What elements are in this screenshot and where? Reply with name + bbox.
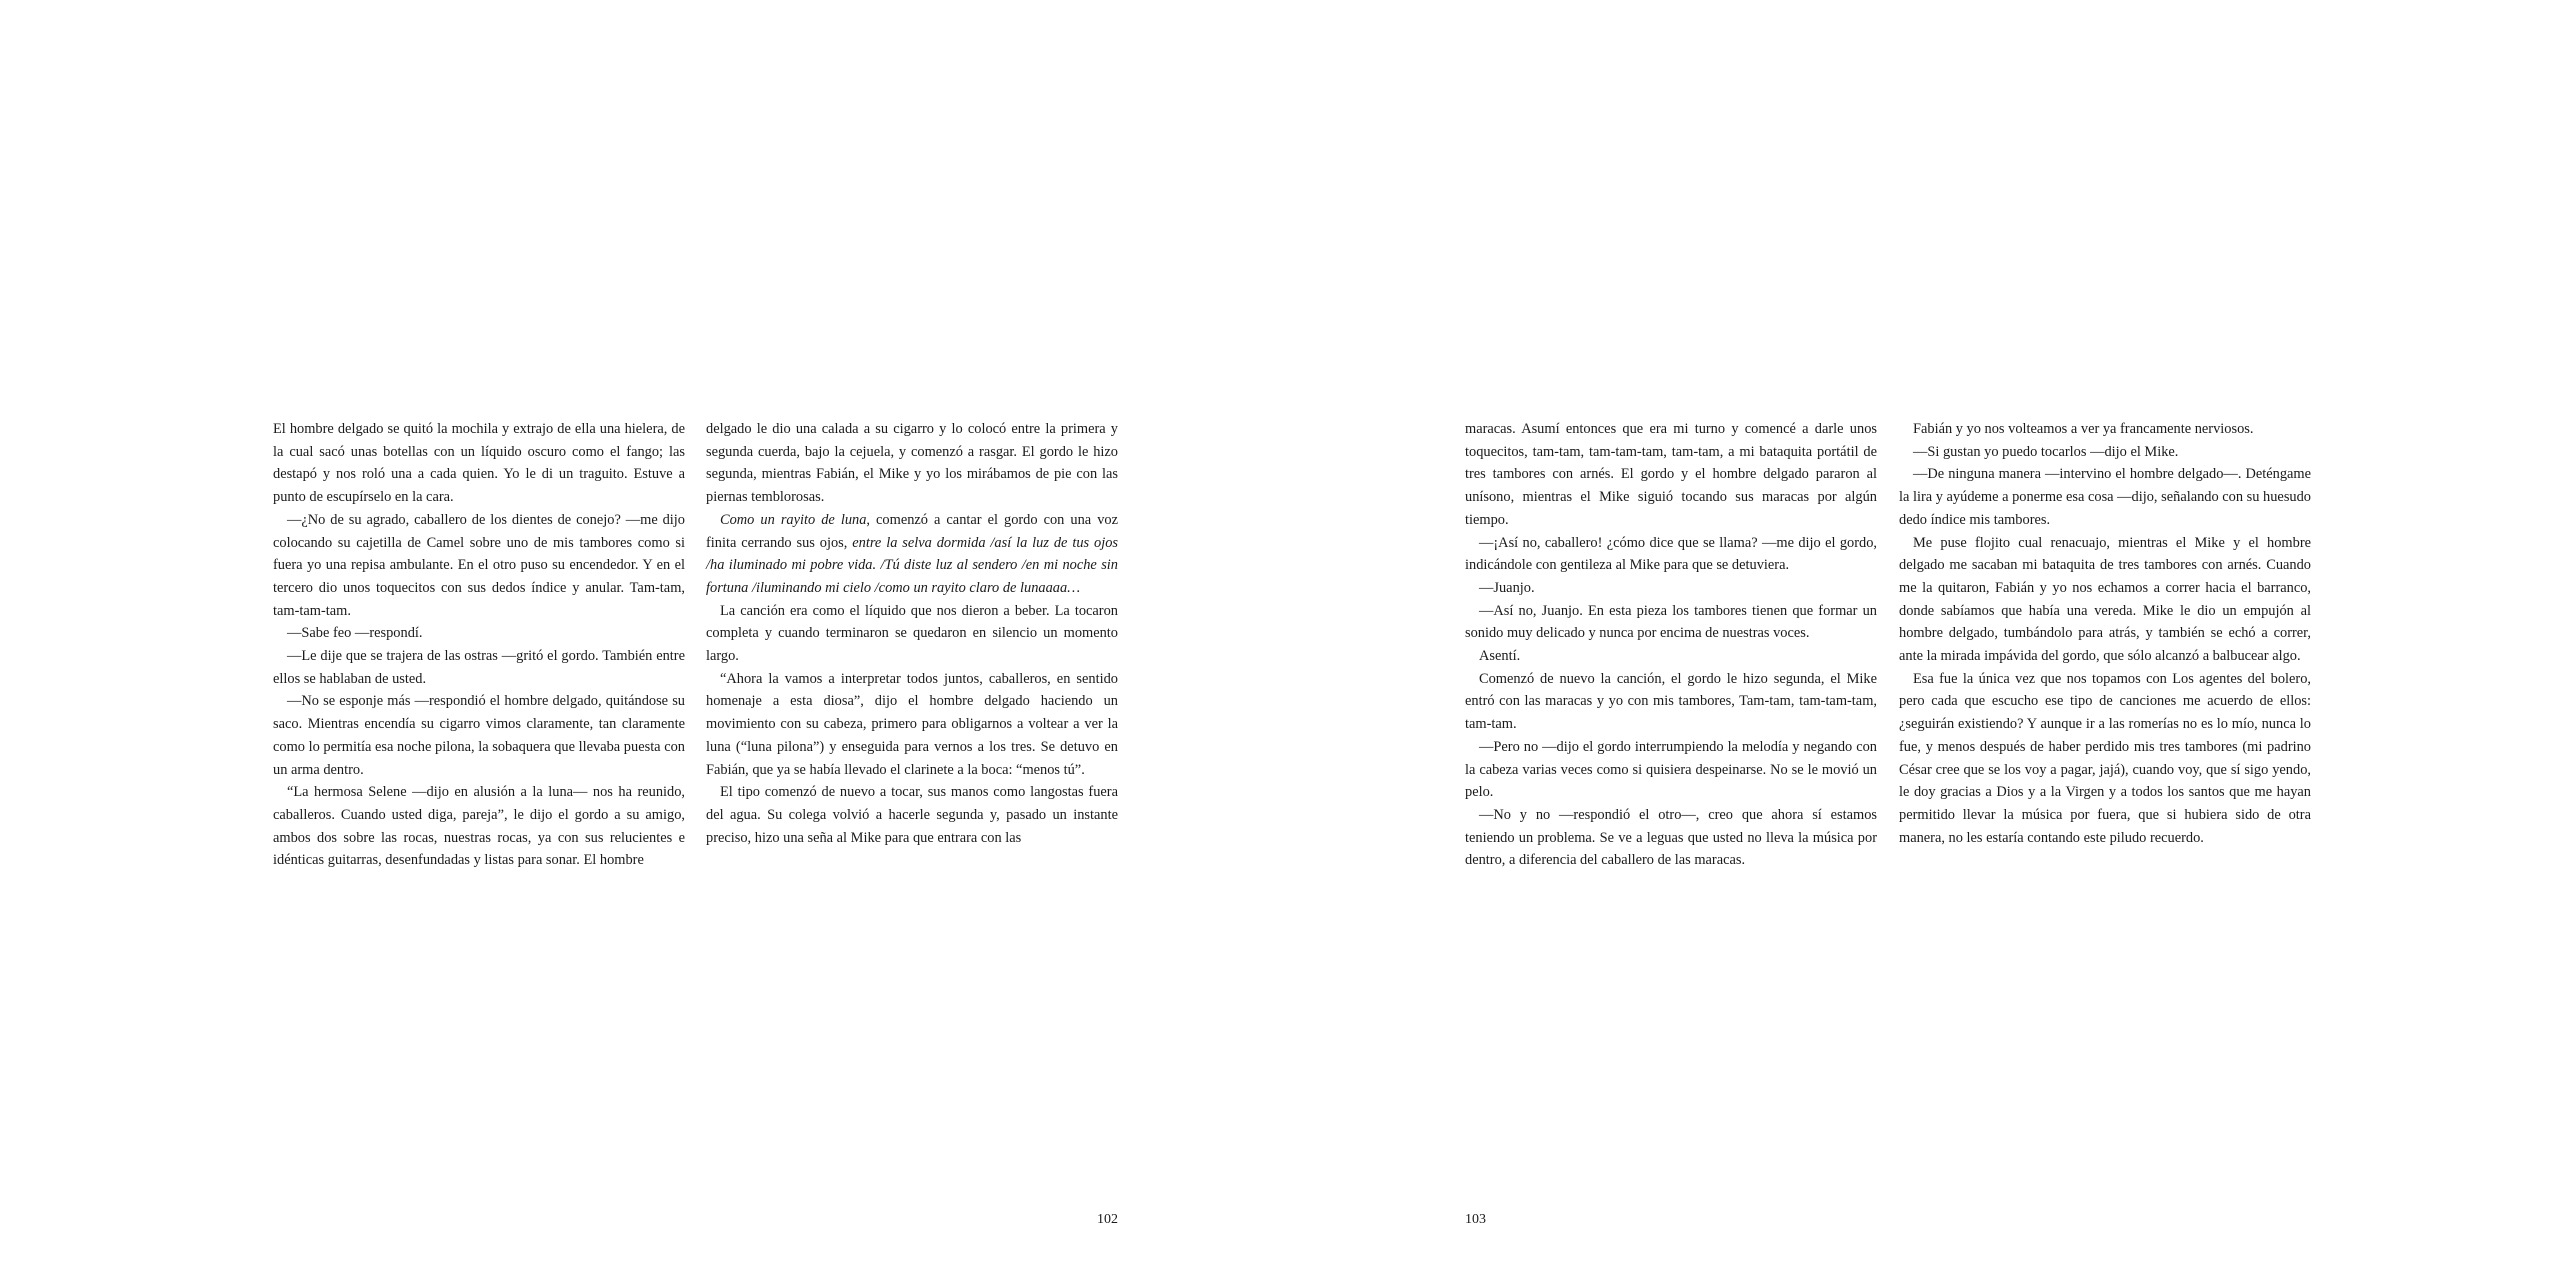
paragraph: —¿No de su agrado, caballero de los dientes de conejo? —me dijo colocando su cajetilla de Camel sobre uno de mis tambores como si fuera yo una repisa ambulante. En el otro puso su encendedor. Y en el tercero dio unos toquecitos con sus dedos índice y anular. Tam-tam, tam-tam-tam. [273, 511, 685, 619]
paragraph: —No y no —respondió el otro—, creo que ahora sí estamos teniendo un problema. Se ve a leguas que usted no lleva la música por dentro, a diferencia del caballero de las maracas. [1465, 806, 1877, 869]
page-number-left: 102 [1097, 1212, 1118, 1227]
paragraph: El hombre delgado se quitó la mochila y extrajo de ella una hielera, de la cual sacó unas botellas con un líquido oscuro como el fango; las destapó y nos roló una a cada quien. Yo le di un traguito. Estuve a punto de escupírselo en la cara. [273, 421, 685, 506]
paragraph: —¡Así no, caballero! ¿cómo dice que se llama? —me dijo el gordo, indicándole con gentileza al Mike para que se detuviera. [1465, 534, 1877, 574]
paragraph: —Así no, Juanjo. En esta pieza los tambores tienen que formar un sonido muy delicado y nunca por encima de nuestras voces. [1465, 602, 1877, 642]
paragraph: —Sabe feo —respondí. [287, 625, 423, 642]
left-page-column-1 [273, 418, 685, 872]
paragraph: El tipo comenzó de nuevo a tocar, sus manos como langostas fuera del agua. Su colega volvió a hacerle segunda y, pasado un instante preciso, hizo una seña al Mike para que entrara con las [706, 784, 1118, 846]
paragraph: “La hermosa Selene —dijo en alusión a la luna— nos ha reunido, caballeros. Cuando usted diga, pareja”, le dijo el gordo a su amigo, ambos dos sobre las rocas, nuestras rocas, ya con sus relucientes e idénticas guitarras, desenfundadas y listas para sonar. El hombre [273, 784, 685, 869]
paragraph: Fabián y yo nos volteamos a ver ya francamente nerviosos. [1913, 421, 2254, 437]
paragraph: —De ninguna manera —intervino el hombre delgado—. Deténgame la lira y ayúdeme a ponerme esa cosa —dijo, señalando con su huesudo dedo índice mis tambores. [1899, 466, 2312, 528]
paragraph: —No se esponje más —respondió el hombre delgado, quitándose su saco. Mientras encendía su cigarro vimos claramente, tan claramente como lo permitía esa noche pilona, la sobaquera que llevaba puesta con un arma dentro. [273, 693, 685, 778]
paragraph: maracas. Asumí entonces que era mi turno y comencé a darle unos toquecitos, tam-tam, tam-tam-tam, tam-tam, a mi bataquita portátil de tres tambores con arnés. El gordo y el hombre delgado pararon al unísono, mientras el Mike siguió tocando sus maracas por algún tiempo. [1465, 421, 1877, 528]
paragraph: —Pero no —dijo el gordo interrumpiendo la melodía y negando con la cabeza varias veces como si quisiera despeinarse. No se le movió un pelo. [1465, 738, 1877, 801]
right-page-column-2 [1899, 418, 2311, 849]
page-number-right: 103 [1465, 1212, 1486, 1227]
paragraph: “Ahora la vamos a interpretar todos juntos, caballeros, en sentido homenaje a esta diosa”, dijo el hombre delgado haciendo un movimiento con su cabeza, primero para obligarnos a voltear a ver la luna (“luna pilona”) y enseguida para vernos a los tres. Se detuvo en Fabián, que ya se había llevado el clarinete a la boca: “menos tú”. [706, 670, 1118, 778]
paragraph: —Si gustan yo puedo tocarlos —dijo el Mike. [1913, 443, 2179, 460]
paragraph: Comenzó de nuevo la canción, el gordo le hizo segunda, el Mike entró con las maracas y yo con mis tambores, Tam-tam, tam-tam-tam, tam-tam. [1465, 670, 1877, 733]
paragraph: Asentí. [1479, 648, 1521, 665]
paragraph: La canción era como el líquido que nos dieron a beber. La tocaron completa y cuando terminaron se quedaron en silencio un momento largo. [706, 602, 1118, 665]
left-page-column-2 [706, 418, 1118, 849]
paragraph: —Juanjo. [1479, 579, 1535, 596]
paragraph: —Le dije que se trajera de las ostras —gritó el gordo. También entre ellos se hablaban de usted. [273, 648, 685, 687]
paragraph: delgado le dio una calada a su cigarro y lo colocó entre la primera y segunda cuerda, bajo la cejuela, y comenzó a rasgar. El gordo le hizo segunda, mientras Fabián, el Mike y yo los mirábamos de pie con las piernas temblorosas. [706, 421, 1118, 506]
right-page-column-1 [1465, 418, 1877, 872]
paragraph: Me puse flojito cual renacuajo, mientras el Mike y el hombre delgado me sacaban mi bataquita de tres tambores con arnés. Cuando me la quitaron, Fabián y yo nos echamos a correr hacia el barranco, donde sabíamos que había una vereda. Mike le dio un empujón al hombre delgado, tumbándolo para atrás, y también se echó a correr, ante la mirada impávida del gordo, que sólo alcanzó a balbucear algo. [1899, 534, 2311, 665]
paragraph: Esa fue la única vez que nos topamos con Los agentes del bolero, pero cada que escucho ese tipo de canciones me acuerdo de ellos: ¿seguirán existiendo? Y aunque ir a las romerías no es lo mío, nunca lo fue, y menos después de haber perdido mis tres tambores (mi padrino César cree que se los voy a pagar, jajá), cuando voy, que sí sigo yendo, le doy gracias a Dios y a la Virgen y a todos los santos que me hayan permitido llevar la música por fuera, que si hubiera sido de otra manera, no les estaría contando este piludo recuerdo. [1899, 670, 2311, 846]
paragraph-song-lyrics: Como un rayito de luna, comenzó a cantar el gordo con una voz finita cerrando sus ojos, entre la selva dormida /así la luz de tus ojos /ha iluminado mi pobre vida. /Tú diste luz al sendero /en mi noche sin fortuna /iluminando mi cielo /como un rayito claro de lunaaaa… [706, 511, 1119, 596]
